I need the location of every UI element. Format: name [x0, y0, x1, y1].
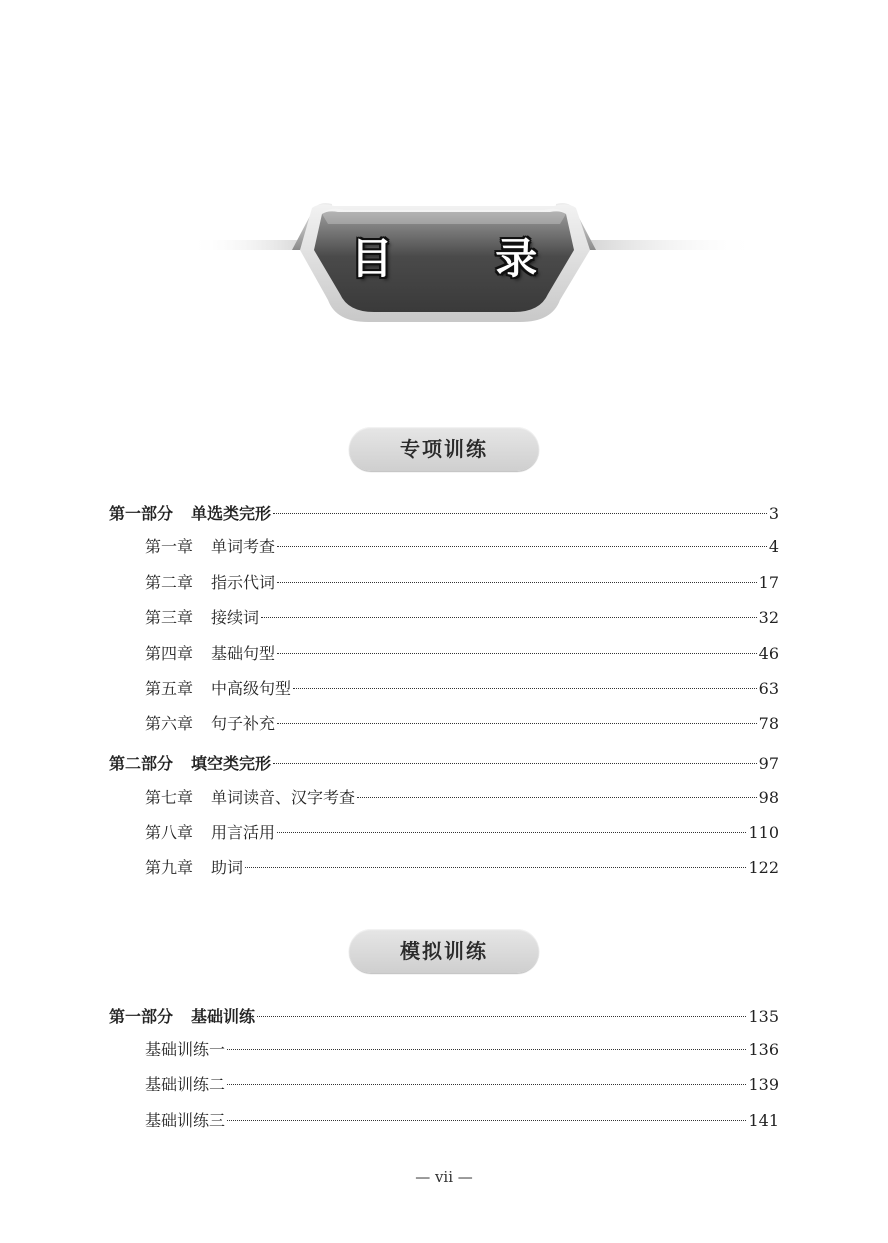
- dot-leader: [245, 867, 746, 868]
- toc-entry[interactable]: [145, 821, 779, 845]
- dot-leader: [357, 797, 757, 798]
- toc-entry[interactable]: [145, 571, 779, 595]
- dot-leader: [277, 582, 757, 583]
- toc-entry[interactable]: [145, 786, 779, 810]
- entry-number: 第一部分: [109, 504, 174, 523]
- entry-title: 单词考查: [211, 537, 276, 556]
- entry-title: 助词: [211, 858, 244, 877]
- entry-page: 4: [768, 537, 779, 556]
- entry-page: 17: [758, 573, 779, 592]
- entry-title: 用言活用: [211, 823, 276, 842]
- ribbon-graphic: [0, 0, 888, 360]
- entry-title: 基础训练三: [145, 1111, 226, 1130]
- dot-leader: [273, 513, 767, 514]
- entry-page: 63: [758, 679, 779, 698]
- entry-title: 基础训练二: [145, 1075, 226, 1094]
- section-label-mock-training: 模拟训练: [349, 929, 539, 973]
- toc-entry[interactable]: [145, 606, 779, 630]
- entry-title: 句子补充: [211, 714, 276, 733]
- entry-number: 第九章: [145, 858, 194, 877]
- entry-number: 第六章: [145, 714, 194, 733]
- toc-entry[interactable]: [145, 535, 779, 559]
- entry-page: 141: [748, 1111, 779, 1130]
- toc-entry[interactable]: [145, 1109, 779, 1133]
- toc-entry[interactable]: [145, 1038, 779, 1062]
- dot-leader: [277, 653, 757, 654]
- toc-entry[interactable]: [145, 1073, 779, 1097]
- entry-number: 第三章: [145, 608, 194, 627]
- entry-page: 78: [758, 714, 779, 733]
- entry-number: 第八章: [145, 823, 194, 842]
- toc-entry[interactable]: [109, 502, 779, 526]
- entry-page: 110: [748, 823, 779, 842]
- entry-number: 第二章: [145, 573, 194, 592]
- entry-title: 指示代词: [211, 573, 276, 592]
- entry-title: 单选类完形: [191, 504, 272, 523]
- dot-leader: [277, 832, 746, 833]
- dot-leader: [227, 1120, 746, 1121]
- entry-title: 填空类完形: [191, 754, 272, 773]
- dot-leader: [277, 723, 757, 724]
- toc-entry[interactable]: [145, 642, 779, 666]
- title-banner: [0, 0, 888, 360]
- entry-page: 98: [758, 788, 779, 807]
- entry-page: 97: [758, 754, 779, 773]
- dot-leader: [227, 1084, 746, 1085]
- dot-leader: [273, 763, 757, 764]
- entry-page: 3: [768, 504, 779, 523]
- entry-number: 第一章: [145, 537, 194, 556]
- entry-page: 32: [758, 608, 779, 627]
- entry-title: 接续词: [211, 608, 260, 627]
- page-number: — vii —: [415, 1168, 473, 1186]
- toc-entry[interactable]: [145, 712, 779, 736]
- entry-page: 122: [748, 858, 779, 877]
- entry-title: 中高级句型: [211, 679, 292, 698]
- section-label-special-training: 专项训练: [349, 427, 539, 471]
- entry-page: 139: [748, 1075, 779, 1094]
- entry-title: 基础训练一: [145, 1040, 226, 1059]
- toc-title: 目 录: [350, 234, 582, 283]
- dot-leader: [277, 546, 767, 547]
- entry-page: 135: [748, 1007, 779, 1026]
- entry-number: 第五章: [145, 679, 194, 698]
- entry-page: 136: [748, 1040, 779, 1059]
- entry-number: 第一部分: [109, 1007, 174, 1026]
- dot-leader: [227, 1049, 746, 1050]
- toc-entry[interactable]: [109, 1005, 779, 1029]
- dot-leader: [293, 688, 757, 689]
- entry-title: 单词读音、汉字考查: [211, 788, 356, 807]
- entry-title: 基础训练: [191, 1007, 256, 1026]
- toc-entry[interactable]: [109, 752, 779, 776]
- entry-number: 第四章: [145, 644, 194, 663]
- dot-leader: [261, 617, 757, 618]
- entry-title: 基础句型: [211, 644, 276, 663]
- entry-page: 46: [758, 644, 779, 663]
- dot-leader: [257, 1016, 746, 1017]
- entry-number: 第七章: [145, 788, 194, 807]
- toc-entry[interactable]: [145, 856, 779, 880]
- toc-entry[interactable]: [145, 677, 779, 701]
- entry-number: 第二部分: [109, 754, 174, 773]
